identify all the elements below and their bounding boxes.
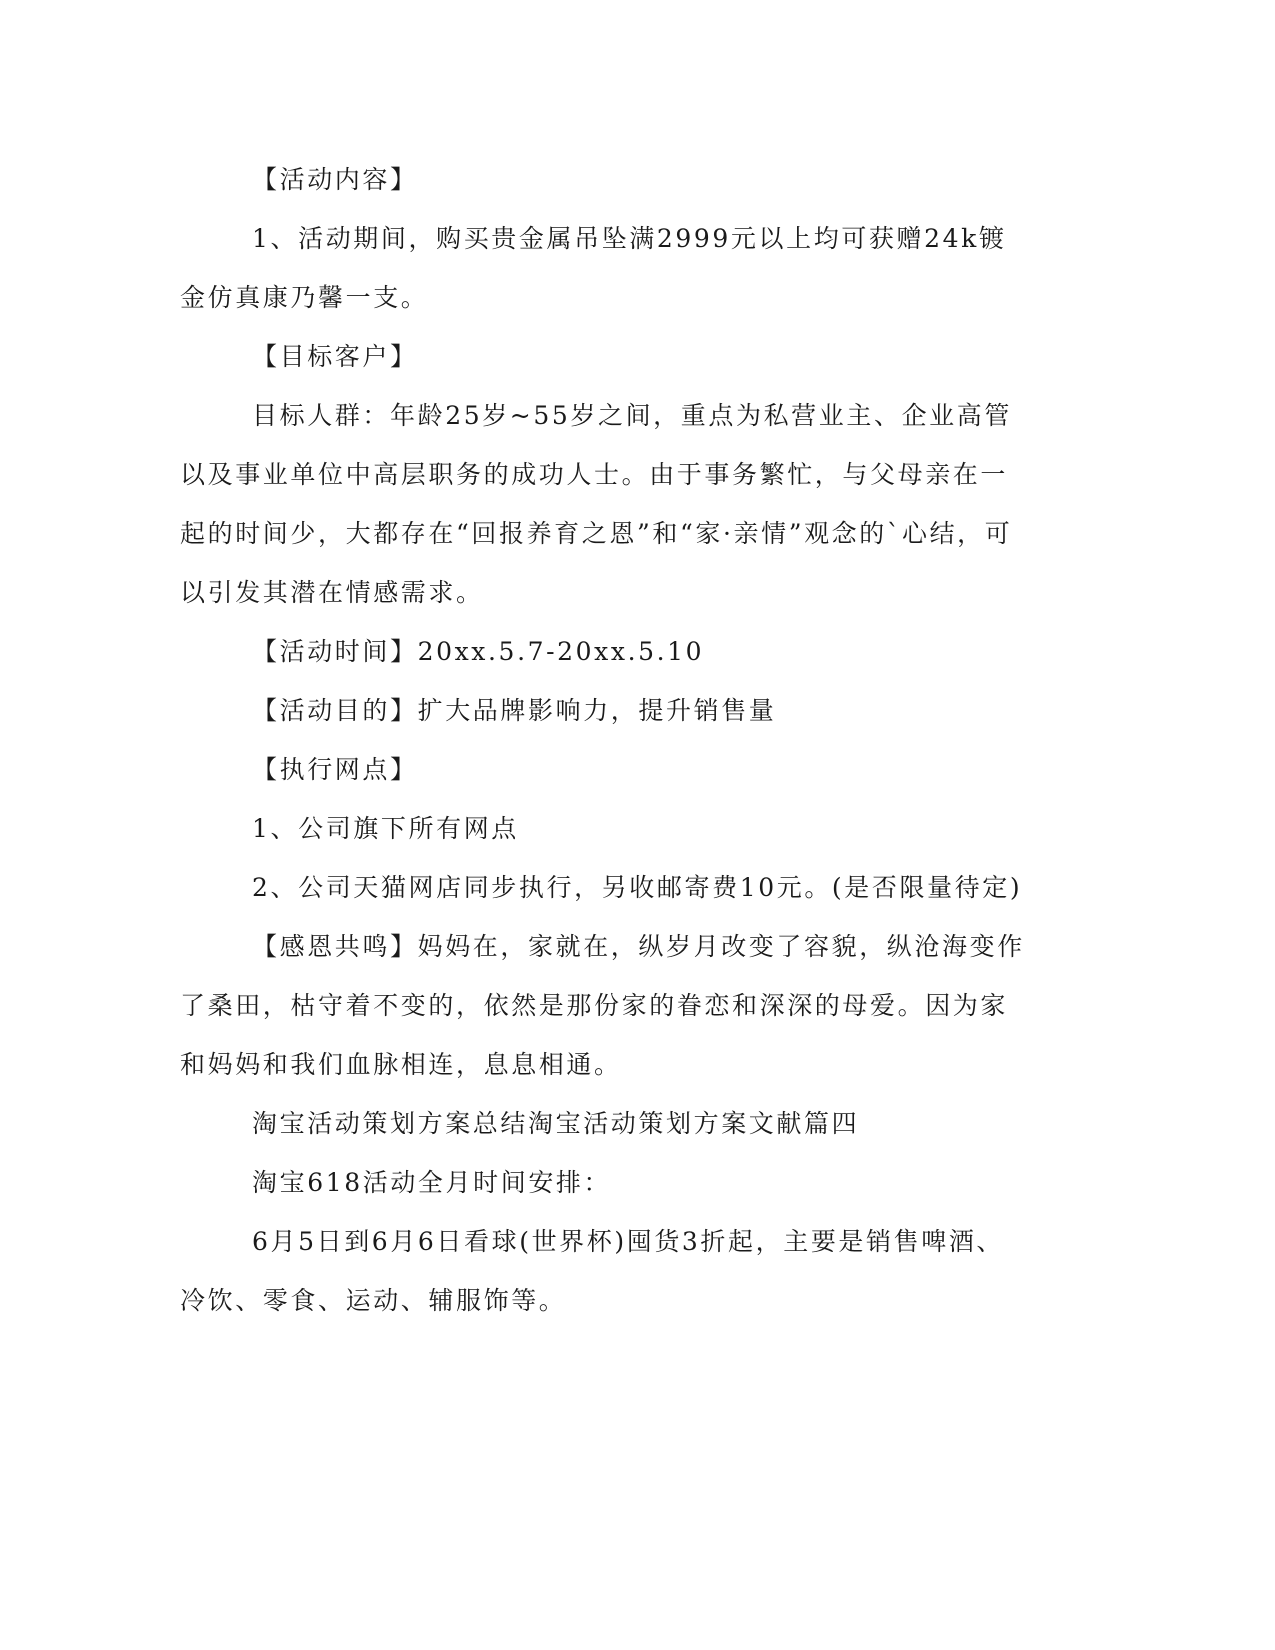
document-page — [180, 150, 1030, 1570]
paragraph-target-audience: 目标人群：年龄25岁~55岁之间，重点为私营业主、企业高管以及事业单位中高层职务的成功人士。由于事务繁忙，与父母亲在一起的时间少，大都存在“回报养育之恩”和“家·亲情”观念的`心结，可以引发其潜在情感需求。 — [180, 401, 1013, 607]
paragraph-activity-purpose: 【活动目的】扩大品牌影响力，提升销售量 — [252, 696, 777, 725]
heading-activity-content: 【活动内容】 — [252, 165, 418, 194]
heading-execution-outlets: 【执行网点】 — [252, 755, 418, 784]
paragraph-gratitude-resonance: 【感恩共鸣】妈妈在，家就在，纵岁月改变了容貌，纵沧海变作了桑田，枯守着不变的，依然是那份家的眷恋和深深的母爱。因为家和妈妈和我们血脉相连，息息相通。 — [180, 932, 1025, 1079]
section-title-part-four: 淘宝活动策划方案总结淘宝活动策划方案文献篇四 — [252, 1109, 860, 1138]
paragraph-618-schedule-june-5-6: 6月5日到6月6日看球(世界杯)囤货3折起，主要是销售啤酒、冷饮、零食、运动、辅服饰等。 — [180, 1227, 1005, 1315]
paragraph-activity-gift: 1、活动期间，购买贵金属吊坠满2999元以上均可获赠24k镀金仿真康乃馨一支。 — [180, 224, 1007, 312]
list-item-outlets-1: 1、公司旗下所有网点 — [252, 814, 519, 843]
paragraph-618-schedule-intro: 淘宝618活动全月时间安排： — [252, 1168, 612, 1197]
paragraph-activity-time: 【活动时间】20xx.5.7-20xx.5.10 — [252, 637, 705, 666]
list-item-outlets-2: 2、公司天猫网店同步执行，另收邮寄费10元。(是否限量待定) — [252, 873, 1023, 902]
heading-target-customers: 【目标客户】 — [252, 342, 418, 371]
